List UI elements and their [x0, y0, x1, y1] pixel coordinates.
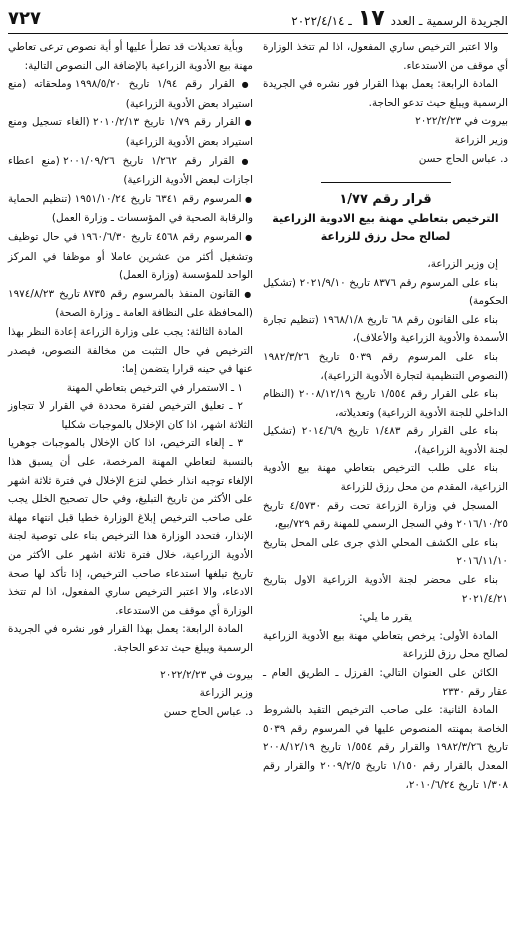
- sign-role: وزير الزراعة: [199, 687, 253, 700]
- recital: بناء على الكشف المحلي الذي جرى على المحل بتاريخ ٢٠١٦/١١/١٠: [263, 536, 508, 568]
- paragraph: والا اعتبر الترخيص ساري المفعول، اذا لم تتخذ الوزارة أي موقف من الاستدعاء.: [263, 41, 508, 72]
- bullet-item: ● القانون المنفذ بالمرسوم رقم ٨٧٣٥ تاريخ ١٩٧٤/٨/٢٣ (المحافظة على النظافة العامة ـ وزارة الصحة): [8, 285, 253, 323]
- sign-place-date: بيروت في ٢٠٢٢/٢/٢٣: [415, 115, 508, 128]
- bullet-item: ● القرار رقم ١/٢٦٢ تاريخ ٢٠٠١/٠٩/٢٦ (منع اعطاء اجازات لبعض الأدوية الزراعية): [8, 152, 253, 190]
- separator-line: [321, 182, 451, 183]
- article-four: المادة الرابعة: يعمل بهذا القرار فور نشره في الجريدة الرسمية ويبلغ حيث تدعو الحاجة.: [8, 623, 253, 654]
- spacer: [8, 658, 253, 666]
- spacer: [263, 247, 508, 255]
- preamble: إن وزير الزراعة،: [427, 257, 498, 270]
- recital: بناء على القرار رقم ١/٤٨٣ تاريخ ٢٠١٤/٦/٩ (تشكيل لجنة الأدوية الزراعية)،: [263, 425, 508, 456]
- article-one: المادة الأولى: يرخص بتعاطي مهنة بيع الأدوية الزراعية لصالح محل رزق للزراعة: [263, 629, 508, 661]
- list-item: ٢ ـ تعليق الترخيص لفترة محددة في القرار لا تتجاوز الثلاثة اشهر، اذا كان الإخلال بالموجبات شكليا: [8, 400, 253, 431]
- bullet-item: ● المرسوم رقم ٦٣٤١ تاريخ ١٩٥١/١٠/٢٤ (تنظيم الحماية والرقابة الصحية في المؤسسات ـ وزارة العمل): [8, 190, 253, 228]
- sign-role: وزير الزراعة: [454, 133, 508, 146]
- recital: بناء على القانون رقم ٦٨ تاريخ ١٩٦٨/١/٨ (تنظيم تجارة الأسمدة والأدوية الزراعية والأعلاف)،: [263, 313, 508, 345]
- recital: بناء على طلب الترخيص بتعاطي مهنة بيع الأدوية الزراعية، المقدم من محل رزق للزراعة: [263, 462, 508, 494]
- article-four: المادة الرابعة: يعمل بهذا القرار فور نشره في الجريدة الرسمية ويبلغ حيث تدعو الحاجة.: [263, 78, 508, 109]
- issue-number: ١٧: [357, 6, 385, 31]
- page-header: [8, 4, 508, 34]
- sign-name: د. عباس الحاج حسن: [418, 152, 508, 165]
- gazette-title: [291, 6, 508, 31]
- gazette-page: [8, 4, 508, 930]
- page-number: ٧٢٧: [8, 8, 41, 29]
- right-column: [263, 38, 508, 930]
- bullet-item: ● القرار رقم ١/٩٤ تاريخ ١٩٩٨/٥/٢٠ وملحقاته (منع استيراد بعض الأدوية الزراعية): [8, 75, 253, 113]
- sign-place-date: بيروت في ٢٠٢٢/٢/٢٣: [160, 668, 253, 681]
- article-two: المادة الثانية: على صاحب الترخيص التقيد بالشروط الخاصة بمهنته المنصوص عليها في المرسوم رقم ٥٠٣٩ تاريخ ١٩٨٢/٣/٢٦ والقرار رقم ١/٥٥٤ تاريخ ٢٠٠٨/١٢/١٩ المعدل بالقرار رقم ١/١٥٠ تاريخ ٢٠٠٩/٢/٥ والقرار رقم ١/٣٠٨ تاريخ ٢٠١٠/٦/٢٤،: [263, 704, 508, 791]
- list-item: ١ ـ الاستمرار في الترخيص بتعاطي المهنة: [66, 381, 243, 394]
- left-column: [8, 38, 253, 930]
- recital: بناء على محضر لجنة الأدوية الزراعية الاول بتاريخ ٢٠٢١/٤/٢١: [263, 574, 508, 605]
- recital: بناء على القرار رقم ١/٥٥٤ تاريخ ٢٠٠٨/١٢/١٩ (النظام الداخلي للجنة الأدوية الزراعية) وتعديلاته،: [263, 388, 508, 419]
- columns: [8, 38, 508, 930]
- recital: المسجل في وزارة الزراعة تحت رقم ٤/٥٧٣٠ تاريخ ٢٠١٦/١٠/٢٥ وفي السجل الرسمي للمهنة رقم ٧٢٩/بيع،: [263, 499, 508, 531]
- article-three: المادة الثالثة: يجب على وزارة الزراعة إعادة النظر بهذا الترخيص في حال التثبت من مخالفة النصوص، فيصدر عنها في حينه قرارا يتضمن إما:: [8, 325, 253, 376]
- decides-heading: يقرر ما يلي:: [359, 611, 412, 624]
- bullet-item: ● القرار رقم ١/٧٩ تاريخ ٢٠١٠/٢/١٣ (الغاء تسجيل ومنع استيراد بعض الأدوية الزراعية): [8, 113, 253, 151]
- recital: بناء على المرسوم رقم ٥٠٣٩ تاريخ ١٩٨٢/٣/٢٦ (النصوص التنظيمية لتجارة الأدوية الزراعية)،: [263, 350, 508, 382]
- decision-title: قرار رقم ١/٧٧: [339, 192, 432, 208]
- issue-date: ـ ٢٠٢٢/٤/١٤: [291, 14, 352, 28]
- decision-subject-line-1: الترخيص بتعاطي مهنة بيع الادوية الزراعية: [272, 211, 499, 225]
- intro-paragraph: وبأية تعديلات قد تطرأ عليها أو أية نصوص ترعى تعاطي مهنة بيع الأدوية الزراعية بالإضافة الى النصوص التالية:: [8, 41, 253, 72]
- bullet-item: ● المرسوم رقم ٤٥٦٨ تاريخ ١٩٦٠/٦/٣٠ في حال توظيف وتشغيل أكثر من عشرين عاملا أو موظفا في المركز الواحد للمؤسسة (وزارة العمل): [8, 228, 253, 285]
- sign-name: د. عباس الحاج حسن: [163, 705, 253, 718]
- recital: بناء على المرسوم رقم ٨٣٧٦ تاريخ ٢٠٢١/٩/١٠ (تشكيل الحكومة): [263, 276, 508, 308]
- address: الكائن على العنوان التالي: الفرزل ـ الطريق العام ـ عقار رقم ٢٣٣٠: [263, 667, 508, 698]
- decision-subject-line-2: لصالح محل رزق للزراعة: [320, 230, 451, 244]
- list-item: ٣ ـ إلغاء الترخيص، اذا كان الإخلال بالموجبات جوهريا بالنسبة لتعاطي المهنة المرخصة، على أن يسبق هذا الإلغاء توجيه انذار خطي لنزع الإخلال في فترة ثلاثة اشهر على الأكثر من تاريخ التبليغ، وفي حال تصحيح الخلل يجب على صاحب الترخيص إبلاغ الوزارة خطيا قبل انتهاء مهلة الإنذار، فتحدد الوزارة هذا الترخيص بناء على توصية لجنة الأدوية الزراعية، خلال فترة ثلاثة اشهر على الأكثر من تاريخ تبلغها استدعاء صاحب الترخيص، إذا تأكد لها صحة الادعاء، والا اعتبر الترخيص ساري المفعول، اذا لم تتخذ الوزارة أي موقف من الاستدعاء.: [8, 437, 253, 617]
- gazette-name: الجريدة الرسمية ـ العدد: [390, 14, 508, 28]
